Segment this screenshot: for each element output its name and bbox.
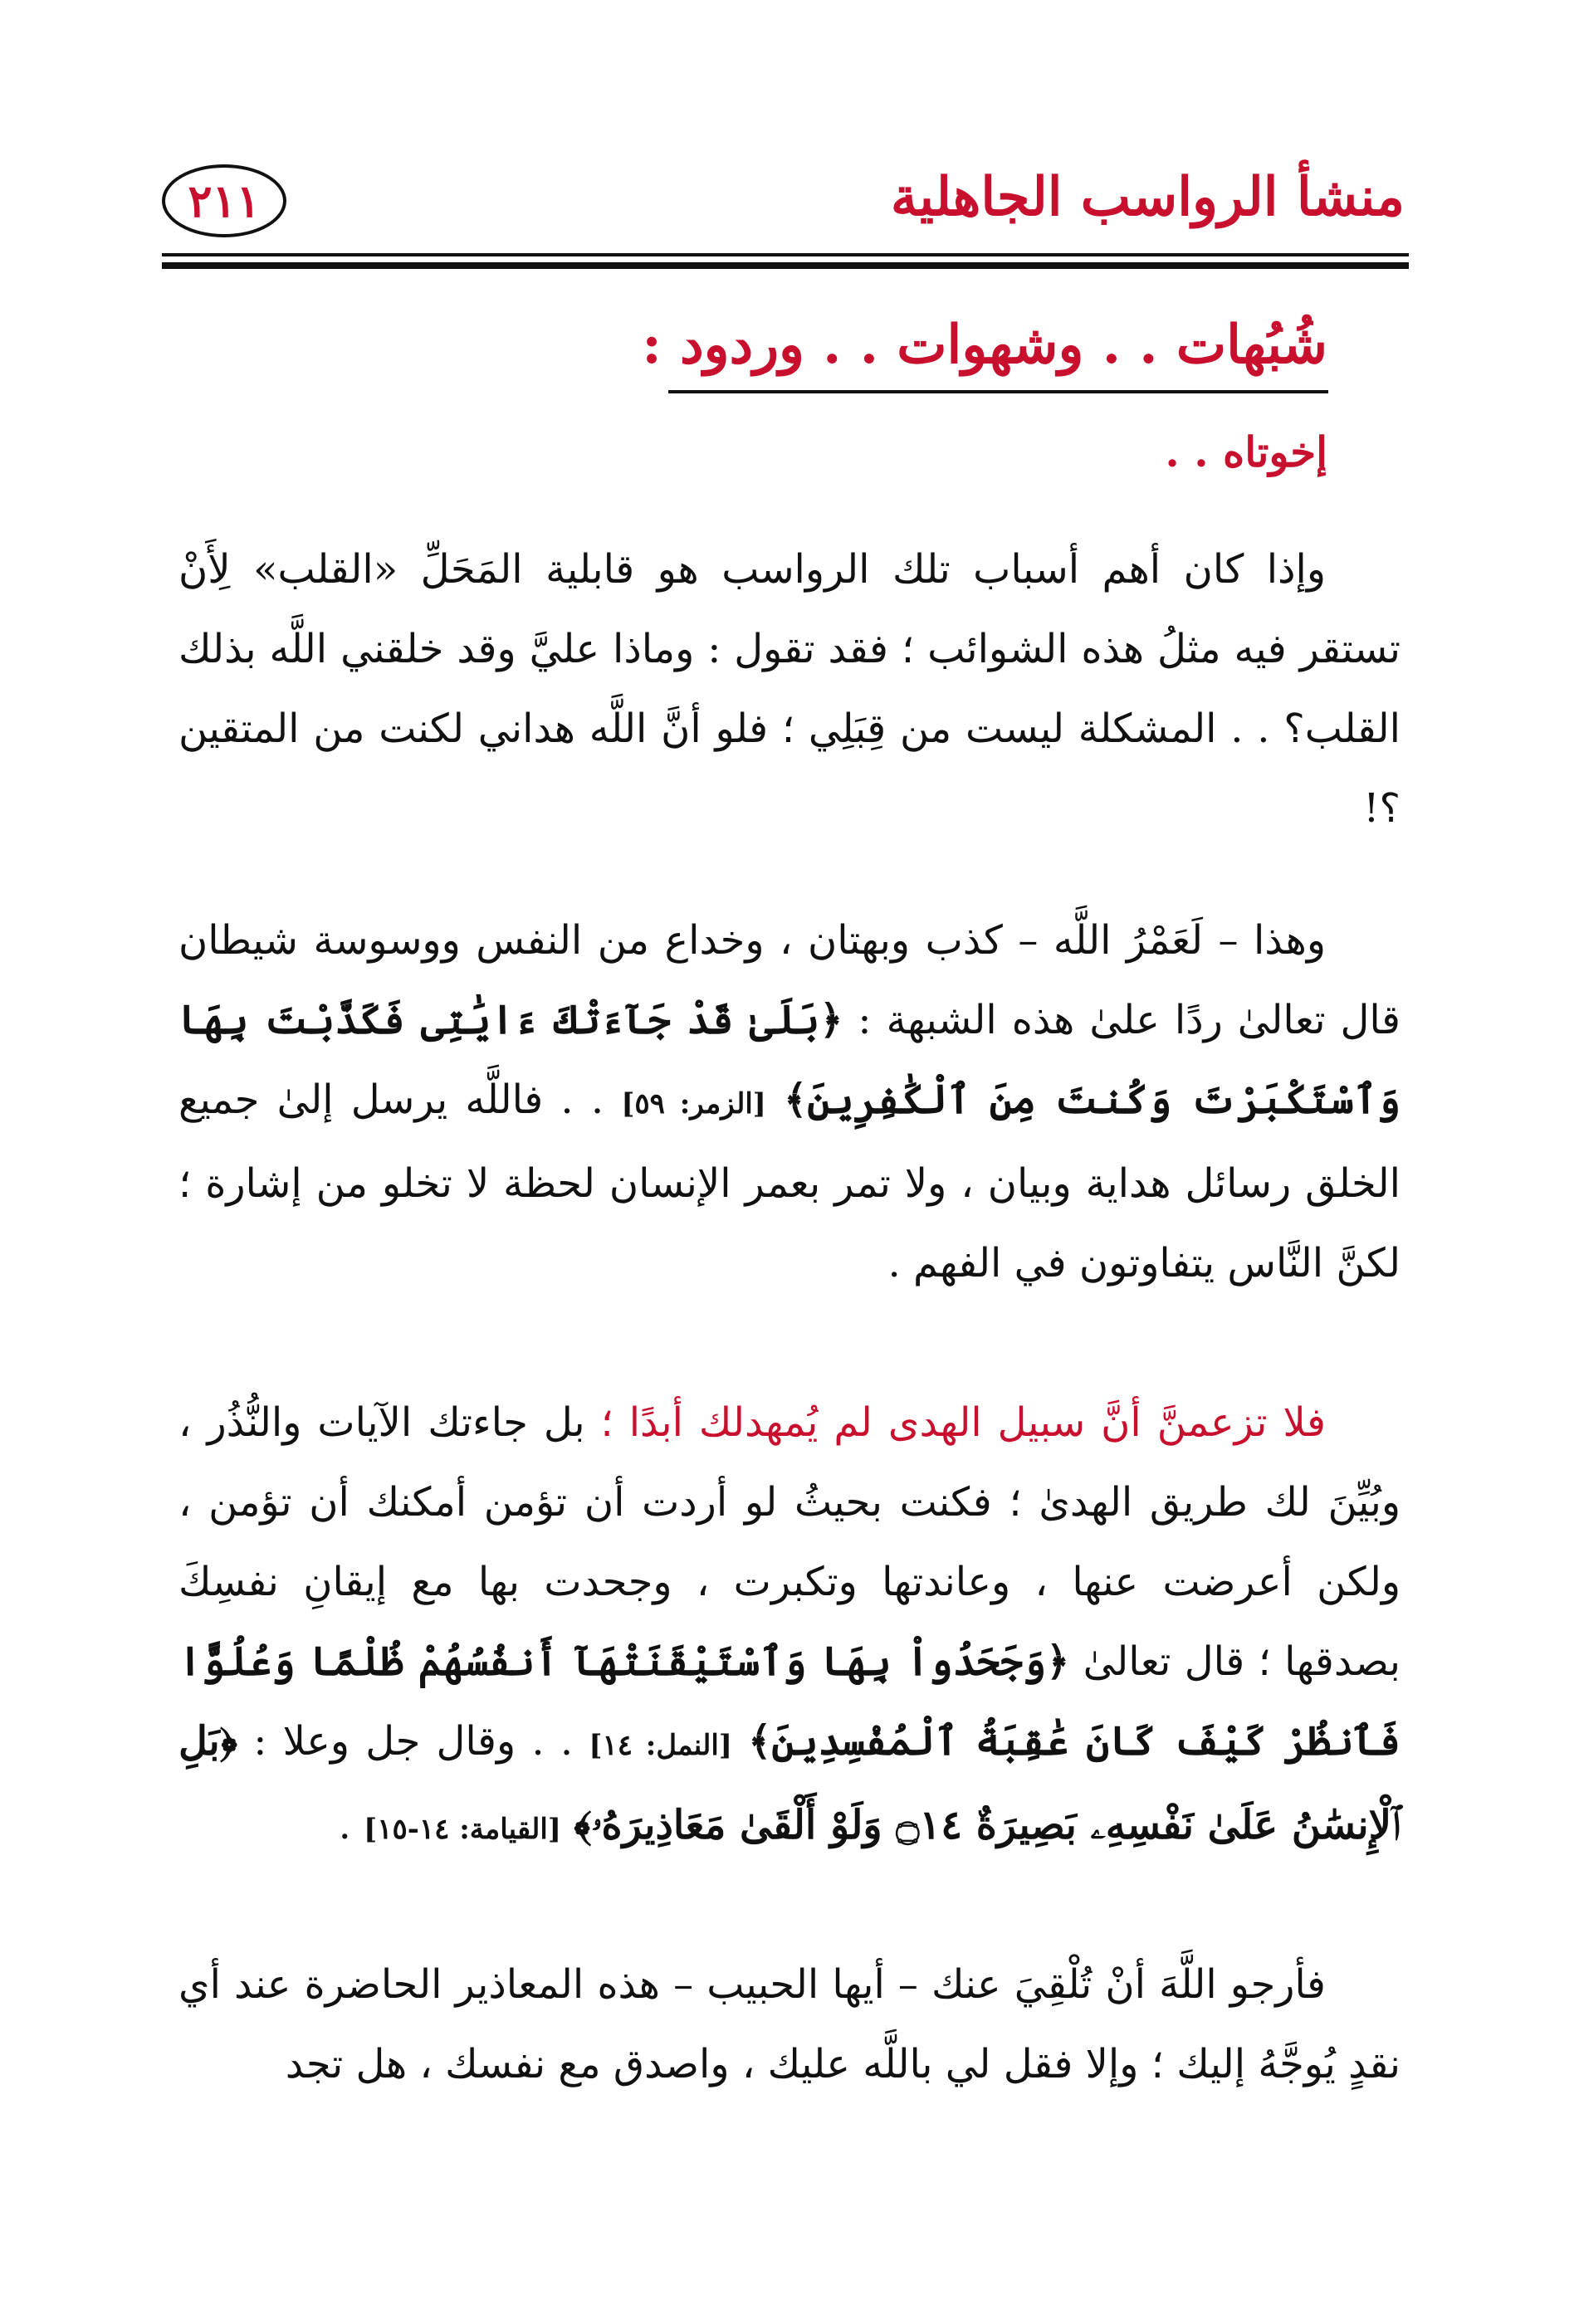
verse-reference-2: [النمل: ١٤] [589,1729,732,1762]
quran-verse-3: ﴿بَلِ ٱلْإِنسَٰنُ عَلَىٰ نَفْسِهِۦ بَصِيرَةٌ ۝١٤ وَلَوْ أَلْقَىٰ مَعَاذِيرَهُۥ﴾ [178,1718,1401,1848]
paragraph-4-text: فأرجو اللَّهَ أنْ تُلْقِيَ عنك – أيها الحبيب – هذه المعاذير الحاضرة عند أي نقدٍ يُوجَّهُ إليك ؛ وإلا فقل لي باللَّه عليك ، واصدق مع نفسك ، هل تجد [178,1961,1401,2087]
paragraph-1-text: وإذا كان أهم أسباب تلك الرواسب هو قابلية المَحَلِّ «القلب» لِأَنْ تستقر فيه مثلُ هذه الشوائب ؛ فقد تقول : وماذا عليَّ وقد خلقني اللَّه بذلك القلب؟ . . المشكلة ليست من قِبَلِي ؛ فلو أنَّ اللَّه هداني لكنت من المتقين ؟! [178,546,1401,832]
verse-reference-1: [الزمر: ٥٩] [621,1087,766,1120]
verse-reference-3: [القيامة: ١٤-١٥] [364,1813,561,1846]
paragraph-2 [178,901,1401,1303]
sub-heading: إخوتاه . . [1165,427,1327,476]
running-header-title: منشأ الرواسب الجاهلية [890,166,1405,228]
paragraph-4 [178,1945,1401,2104]
section-heading-underline [668,390,1328,393]
page-number-text: ٢١١ [188,174,261,227]
quran-verse-2: ﴿وَجَحَدُواْ بِهَا وَٱسْتَيْقَنَتْهَآ أَنفُسُهُمْ ظُلْمًا وَعُلُوًّا فَٱنظُرْ كَيْفَ كَانَ عَٰقِبَةُ ٱلْمُفْسِدِينَ﴾ [178,1638,1401,1765]
header-rule-thin [162,253,1409,256]
page-number [162,164,286,237]
paragraph-3 [178,1383,1401,1869]
paragraph-2-intro: وهذا – لَعَمْرُ اللَّه – كذب وبهتان ، وخداع من النفس ووسوسة شيطان قال تعالىٰ ردًا علىٰ هذه الشبهة : [178,917,1401,1043]
section-heading: شُبُهات . . وشهوات . . وردود : [642,314,1327,376]
paragraph-3-mid: . . وقال جل وعلا : [237,1718,589,1765]
paragraph-3-highlight: فلا تزعمنَّ أنَّ سبيل الهدى لم يُمهدلك أبدًا ؛ [600,1399,1326,1446]
paragraph-3-intro: بل جاءتك الآيات والنُّذُر ، وبُيِّنَ لك طريق الهدىٰ ؛ فكنت بحيثُ لو أردت أن تؤمن أمكنك أن تؤمن ، ولكن أعرضت عنها ، وعاندتها وتكبرت ، وجحدت بها مع إيقانِ نفسِكَ بصدقها ؛ قال تعالىٰ [178,1399,1401,1685]
quran-verse-1: ﴿بَلَىٰ قَدْ جَآءَتْكَ ءَايَٰتِى فَكَذَّبْتَ بِهَا وَٱسْتَكْبَرْتَ وَكُنتَ مِنَ ٱلْكَٰفِرِينَ﴾ [178,997,1401,1123]
paragraph-3-end: . [338,1802,364,1848]
paragraph-1 [178,530,1401,848]
paragraph-2-rest: . . فاللَّه يرسل إلىٰ جميع الخلق رسائل هداية وبيان ، ولا تمر بعمر الإنسان لحظة لا تخلو من إشارة ؛ لكنَّ النَّاس يتفاوتون في الفهم . [178,1077,1401,1286]
header-rule-thick [162,262,1409,269]
